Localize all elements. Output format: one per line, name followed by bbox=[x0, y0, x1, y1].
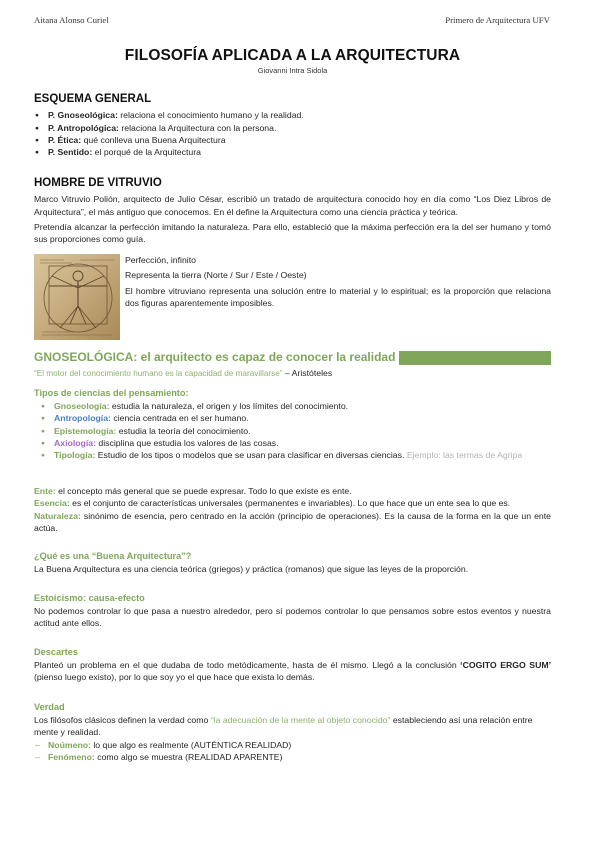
item-label: Noúmeno: bbox=[48, 739, 91, 750]
text-part: Planteó un problema en el que dudaba de todo metódicamente, hasta de él mismo. Llegó a la conclusión bbox=[34, 660, 461, 671]
subheading: Estoicismo: causa-efecto bbox=[34, 593, 145, 603]
item-label: Gnoseología: bbox=[54, 401, 110, 412]
item-text: como algo se muestra (REALIDAD APARENTE) bbox=[94, 752, 283, 763]
paragraph bbox=[34, 659, 551, 684]
tipos-list bbox=[40, 400, 551, 462]
paragraph: Marco Vitruvio Polión, arquitecto de Julio César, escribió un tratado de arquitectura conocido hoy en día como “Los Diez Libros de Arquitectura”, el más antiguo que conocemos. En él define la Arquitectura como una ciencia práctica y teórica. bbox=[34, 194, 551, 217]
subheading: ¿Qué es una “Buena Arquitectura”? bbox=[34, 551, 192, 561]
vitruvian-man-drawing bbox=[34, 254, 120, 340]
tipo-item bbox=[40, 437, 551, 449]
item-example: Ejemplo: las termas de Agripa bbox=[406, 450, 523, 461]
item-label: Antropología: bbox=[54, 413, 111, 424]
header-course: Primero de Arquitectura UFV bbox=[445, 15, 550, 25]
section-heading: HOMBRE DE VITRUVIO bbox=[34, 177, 162, 189]
vitruvio-text bbox=[125, 254, 551, 309]
item-text: qué conlleva una Buena Arquitectura bbox=[81, 135, 226, 146]
definition-text: el concepto más general que se puede expresar. Todo lo que existe es ente. bbox=[55, 486, 352, 496]
quote-text: “El motor del conocimiento humano es la capacidad de maravillarse” bbox=[34, 369, 283, 379]
paragraph: No podemos controlar lo que pasa a nuestro alrededor, pero sí podemos controlar lo que pensamos sobre estos eventos y nuestra actitud ante ellos. bbox=[34, 606, 551, 629]
vitruvian-man-image bbox=[34, 254, 120, 340]
section-definiciones bbox=[34, 485, 551, 534]
gnoseologica-heading bbox=[34, 349, 551, 366]
tipo-item bbox=[40, 449, 551, 461]
section-estoicismo bbox=[34, 592, 551, 630]
vitruvio-figure-block bbox=[34, 254, 551, 342]
item-text: el porqué de la Arquitectura bbox=[92, 147, 201, 158]
paragraph bbox=[34, 714, 551, 739]
text-part: Los filósofos clásicos definen la verdad como bbox=[34, 715, 211, 726]
heading-highlight-bar bbox=[399, 351, 551, 365]
item-text: relaciona el conocimiento humano y la realidad. bbox=[117, 110, 304, 121]
cogito-phrase: ‘COGITO ERGO SUM’ bbox=[460, 660, 551, 671]
section-esquema bbox=[34, 91, 551, 159]
subheading: Tipos de ciencias del pensamiento: bbox=[34, 388, 189, 398]
quote-author: – Aristóteles bbox=[282, 368, 333, 379]
truth-definition: “la adecuación de la mente al objeto conocido” bbox=[210, 715, 391, 726]
section-descartes bbox=[34, 646, 551, 684]
definition-esencia bbox=[34, 497, 551, 509]
section-tipos bbox=[34, 387, 551, 462]
tipo-item bbox=[40, 412, 551, 424]
item-label: P. Sentido: bbox=[48, 147, 93, 158]
document-author: Giovanni Intra Sidola bbox=[257, 66, 328, 75]
item-text: disciplina que estudia los valores de las cosas. bbox=[96, 438, 279, 449]
item-text: Estudio de los tipos o modelos que se usan para clasificar en diversas ciencias. bbox=[95, 450, 407, 461]
esquema-list bbox=[34, 109, 551, 158]
item-label: P. Gnoseológica: bbox=[48, 110, 118, 121]
esquema-item bbox=[34, 122, 551, 134]
circle-meaning: Perfección, infinito bbox=[125, 255, 196, 265]
item-text: relaciona la Arquitectura con la persona. bbox=[118, 122, 277, 133]
item-text: estudia la teoría del conocimiento. bbox=[116, 425, 251, 436]
tipo-item bbox=[40, 425, 551, 437]
paragraph: El hombre vitruviano representa una solución entre lo material y lo espiritual; es la proporción que relaciona dos figuras aparentemente imposibles. bbox=[125, 285, 551, 309]
item-label: Epistemología: bbox=[54, 425, 117, 436]
definition-label: Ente: bbox=[34, 486, 56, 496]
item-label: P. Ética: bbox=[48, 135, 82, 146]
subheading: Descartes bbox=[34, 647, 78, 657]
square-meaning: Representa la tierra (Norte / Sur / Este / Oeste) bbox=[125, 270, 307, 281]
section-verdad bbox=[34, 701, 551, 763]
definition-text: sinónimo de esencia, pero centrado en la acción (principio de operaciones). Es la causa de la forma en la que un ente actúa. bbox=[34, 510, 551, 534]
section-heading: ESQUEMA GENERAL bbox=[34, 93, 152, 105]
document-title: FILOSOFÍA APLICADA A LA ARQUITECTURA bbox=[124, 47, 461, 64]
definition-ente bbox=[34, 485, 551, 497]
section-buena-arquitectura bbox=[34, 550, 551, 575]
quote-line bbox=[34, 367, 551, 380]
heading-text: GNOSEOLÓGICA: el arquitecto es capaz de conocer la realidad bbox=[34, 350, 396, 364]
subheading: Verdad bbox=[34, 702, 65, 712]
item-label: Tipología: bbox=[54, 450, 96, 461]
item-label: Fenómeno: bbox=[48, 752, 95, 763]
item-label: P. Antropológica: bbox=[48, 122, 119, 133]
text-part: estableciendo así una relación entre mente y realidad. bbox=[34, 715, 533, 738]
esquema-item bbox=[34, 109, 551, 121]
paragraph: Pretendía alcanzar la perfección imitando la naturaleza. Para ello, estableció que la máxima perfección era la del ser humano y tomó sus proporciones como guía. bbox=[34, 222, 551, 245]
definition-label: Naturaleza: bbox=[34, 510, 81, 521]
verdad-list bbox=[34, 739, 551, 764]
verdad-item bbox=[34, 751, 551, 763]
item-text: estudia la naturaleza, el origen y los límites del conocimiento. bbox=[109, 401, 349, 412]
verdad-item bbox=[34, 739, 551, 751]
definition-label: Esencia: bbox=[34, 498, 70, 509]
item-label: Axiología: bbox=[54, 438, 96, 449]
esquema-item bbox=[34, 134, 551, 146]
header-author: Aitana Alonso Curiel bbox=[34, 15, 109, 25]
definition-naturaleza bbox=[34, 510, 551, 535]
text-part: (pienso luego existo), por lo que soy yo el que hace que exista lo demás. bbox=[34, 672, 315, 683]
tipo-item bbox=[40, 400, 551, 412]
definition-text: es el conjunto de características universales (permanentes e invariables). Lo que hace que un ente sea lo que es. bbox=[69, 498, 511, 509]
paragraph: La Buena Arquitectura es una ciencia teórica (griegos) y práctica (romanos) que sigue las leyes de la proporción. bbox=[34, 564, 469, 575]
section-vitruvio bbox=[34, 175, 551, 246]
item-text: lo que algo es realmente (AUTÉNTICA REALIDAD) bbox=[90, 739, 292, 750]
esquema-item bbox=[34, 146, 551, 158]
section-gnoseologica bbox=[34, 349, 551, 380]
item-text: ciencia centrada en el ser humano. bbox=[110, 413, 249, 424]
